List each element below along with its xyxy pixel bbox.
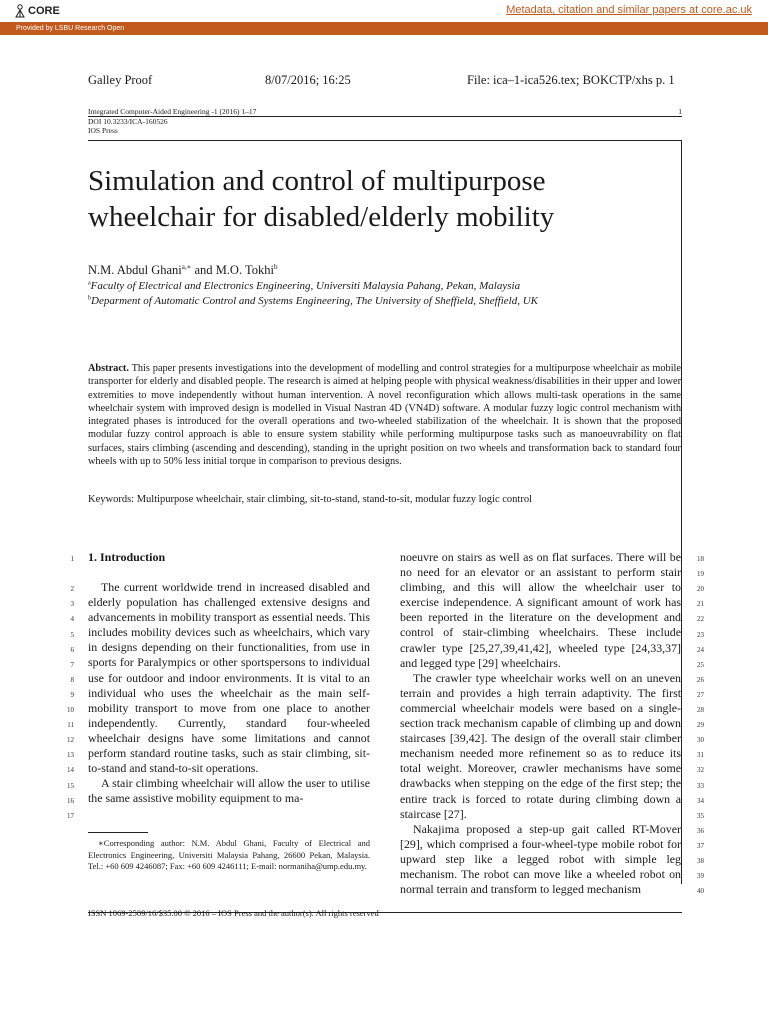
affiliation-b-mark: b <box>88 295 91 302</box>
line-number: 21 <box>697 600 704 609</box>
line-number: 6 <box>70 645 74 654</box>
author-2: M.O. Tokhi <box>215 263 274 278</box>
core-logo-text: CORE <box>28 5 60 17</box>
line-number: 13 <box>67 751 74 760</box>
line-number: 5 <box>70 630 74 639</box>
line-number: 4 <box>70 615 74 624</box>
line-number: 17 <box>67 811 74 820</box>
line-number: 31 <box>697 751 704 760</box>
affiliation-b <box>88 295 682 307</box>
keywords: Keywords: Multipurpose wheelchair, stair climbing, sit-to-stand, stand-to-sit, modular fuzzy logic control <box>88 494 532 505</box>
title-line-1: Simulation and control of multipurpose <box>88 165 546 197</box>
journal-doi: DOI 10.3233/ICA-160526 <box>88 116 168 126</box>
right-paragraph-3: Nakajima proposed a step-up gait called RT-Mover [29], which comprised a four-wheel-type mobile robot for upward step like a legged robot with simple leg mechanism. The robot can move like a wheeled robot on normal terrain and transform to legged mechanism <box>400 821 681 897</box>
line-number: 35 <box>697 811 704 820</box>
line-number: 30 <box>697 736 704 745</box>
footnote-rule <box>88 832 148 833</box>
galley-label: Galley Proof <box>88 73 153 87</box>
line-number: 10 <box>67 706 74 714</box>
core-metadata-link[interactable]: Metadata, citation and similar papers at core.ac.uk <box>506 4 752 16</box>
line-number: 34 <box>697 796 704 805</box>
journal-citation: Integrated Computer-Aided Engineering -1 (2016) 1–17 <box>88 107 257 116</box>
line-number: 33 <box>697 781 704 790</box>
author-conjunction: and <box>191 263 216 278</box>
affiliation-a-mark: a <box>88 280 91 287</box>
frame-top-rule <box>88 140 682 141</box>
line-number: 38 <box>697 857 704 865</box>
core-banner <box>0 0 768 23</box>
line-number: 39 <box>697 872 704 881</box>
core-logo-icon <box>14 4 26 18</box>
line-number: 22 <box>697 615 704 624</box>
line-number: 7 <box>70 660 74 669</box>
paper-title <box>88 163 678 235</box>
line-number: 12 <box>67 736 74 745</box>
left-column <box>88 580 370 806</box>
line-number: 19 <box>697 570 704 579</box>
line-number: 8 <box>70 675 74 684</box>
line-number: 29 <box>697 721 704 730</box>
line-number: 27 <box>697 690 704 699</box>
author-list <box>88 263 277 278</box>
abstract <box>88 362 681 468</box>
journal-page-number: 1 <box>678 107 682 116</box>
author-1: N.M. Abdul Ghani <box>88 263 182 278</box>
line-number: 3 <box>70 600 74 609</box>
right-column <box>400 550 681 897</box>
line-number: 16 <box>67 796 74 805</box>
line-number: 18 <box>697 555 704 563</box>
line-number: 40 <box>697 887 704 896</box>
line-number: 23 <box>697 630 704 639</box>
footnote <box>88 838 370 873</box>
galley-file: File: ica–1-ica526.tex; BOKCTP/xhs p. 1 <box>467 73 675 87</box>
frame-right-rule <box>681 140 682 884</box>
footnote-text: ∗Corresponding author: N.M. Abdul Ghani, Faculty of Electrical and Electronics Engineering, Universiti Malaysia Pahang, 26600 Pekan, Malaysia. Tel.: +60 609 4246087; Fax: +60 609 4246111; E-mail: normaniha@ump.edu.my. <box>88 838 370 872</box>
journal-info <box>88 107 682 136</box>
line-number: 25 <box>697 660 704 669</box>
line-number: 9 <box>70 690 74 699</box>
line-number: 37 <box>697 841 704 850</box>
line-number: 2 <box>70 585 74 594</box>
left-paragraph-2: A stair climbing wheelchair will allow the user to utilise the same assistive mobility equipment to ma- <box>88 776 370 806</box>
abstract-text: This paper presents investigations into the development of modelling and control strategies for a multipurpose wheelchair as mobile transporter for elderly and disabled people. The research is aimed at helping people with physical weakness/disabilities in their upper and lower extremities to move independently without human intervention. A novel reconfiguration which allows multi-task operations in the same wheelchair system with improved design is modelled in Visual Nastran 4D (VN4D) software. A modular fuzzy logic control mechanism with integrated phases is introduced for the overall operations and two-wheeled stabilization of the wheelchair. It is shown that the proposed modular fuzzy control approach is able to ensure system stability while performing multipurpose tasks such as manoeuvrability on flat surfaces, stairs climbing (ascending and descending), standing in the upright position on two wheels and transformation back to standard four wheels with up to 50% less initial torque in comparison to previous designs. <box>88 363 681 468</box>
line-number: 11 <box>67 721 74 730</box>
author-1-mark: a,∗ <box>181 263 192 271</box>
issn-line: ISSN 1069-2509/16/$35.00 © 2016 – IOS Press and the author(s). All rights reserved <box>88 908 379 918</box>
line-number: 15 <box>67 781 74 790</box>
line-number: 20 <box>697 585 704 594</box>
title-line-2: wheelchair for disabled/elderly mobility <box>88 201 555 233</box>
galley-datetime: 8/07/2016; 16:25 <box>265 73 351 87</box>
affiliation-a <box>88 280 682 292</box>
left-paragraph-1: The current worldwide trend in increased disabled and elderly population has challenged extensive designs and advancements in mobility transport as essential needs. This includes mobility devices such as wheelchairs, which vary in designs depending on their functionalities, from use in sports for Paralympics or other sportspersons to individual use for outdoor and indoor environments. It is vital to an individual who uses the wheelchair as the main self-mobility transport to move from one place to another independently. Currently, standard four-wheeled wheelchair designs have some limitations and cannot perform standard routine tasks, such as stair climbing, sit-to-stand and stand-to-sit operations. <box>88 580 370 776</box>
line-number: 24 <box>697 645 704 654</box>
right-paragraph-1: noeuvre on stairs as well as on flat surfaces. There will be no need for an elevator or an assistant to perform stair climbing, and this will allow the wheelchair user to exercise independence. A significant amount of work has been reported in the literature on the development and control of stair-climbing wheelchairs. These include crawler type [25,27,39,41,42], wheeled type [24,33,37] and legged type [29] wheelchairs. <box>400 550 681 670</box>
line-number: 1 <box>70 555 74 563</box>
right-paragraph-2: The crawler type wheelchair works well on an uneven terrain and provides a high terrain adaptivity. The first commercial wheelchair models were based on a single-section track mechanism capable of climbing up and down staircases [39,42]. The design of the overall stair climber mechanism needed more refinement so as to reduce its total weight. Moreover, crawler mechanisms have some drawbacks when stepping on the edge of the first step; the entire track is forced to rotate during climbing down a staircase [27]. <box>400 670 681 821</box>
abstract-label: Abstract. <box>88 363 129 374</box>
affiliation-b-text: Deparment of Automatic Control and Systems Engineering, The University of Sheffield, Sheffield, UK <box>91 295 538 307</box>
line-number: 26 <box>697 675 704 684</box>
provided-by-bar: Provided by LSBU Research Open <box>0 22 768 35</box>
core-logo[interactable] <box>14 3 60 19</box>
journal-publisher: IOS Press <box>88 126 118 135</box>
author-2-mark: b <box>273 263 278 271</box>
line-number: 28 <box>697 706 704 714</box>
line-number: 14 <box>67 766 74 775</box>
line-number: 32 <box>697 766 704 775</box>
affiliation-a-text: Faculty of Electrical and Electronics Engineering, Universiti Malaysia Pahang, Pekan, Malaysia <box>90 280 521 292</box>
section-heading: 1. Introduction <box>88 550 166 564</box>
line-number: 36 <box>697 826 704 835</box>
header-rule <box>88 116 682 117</box>
